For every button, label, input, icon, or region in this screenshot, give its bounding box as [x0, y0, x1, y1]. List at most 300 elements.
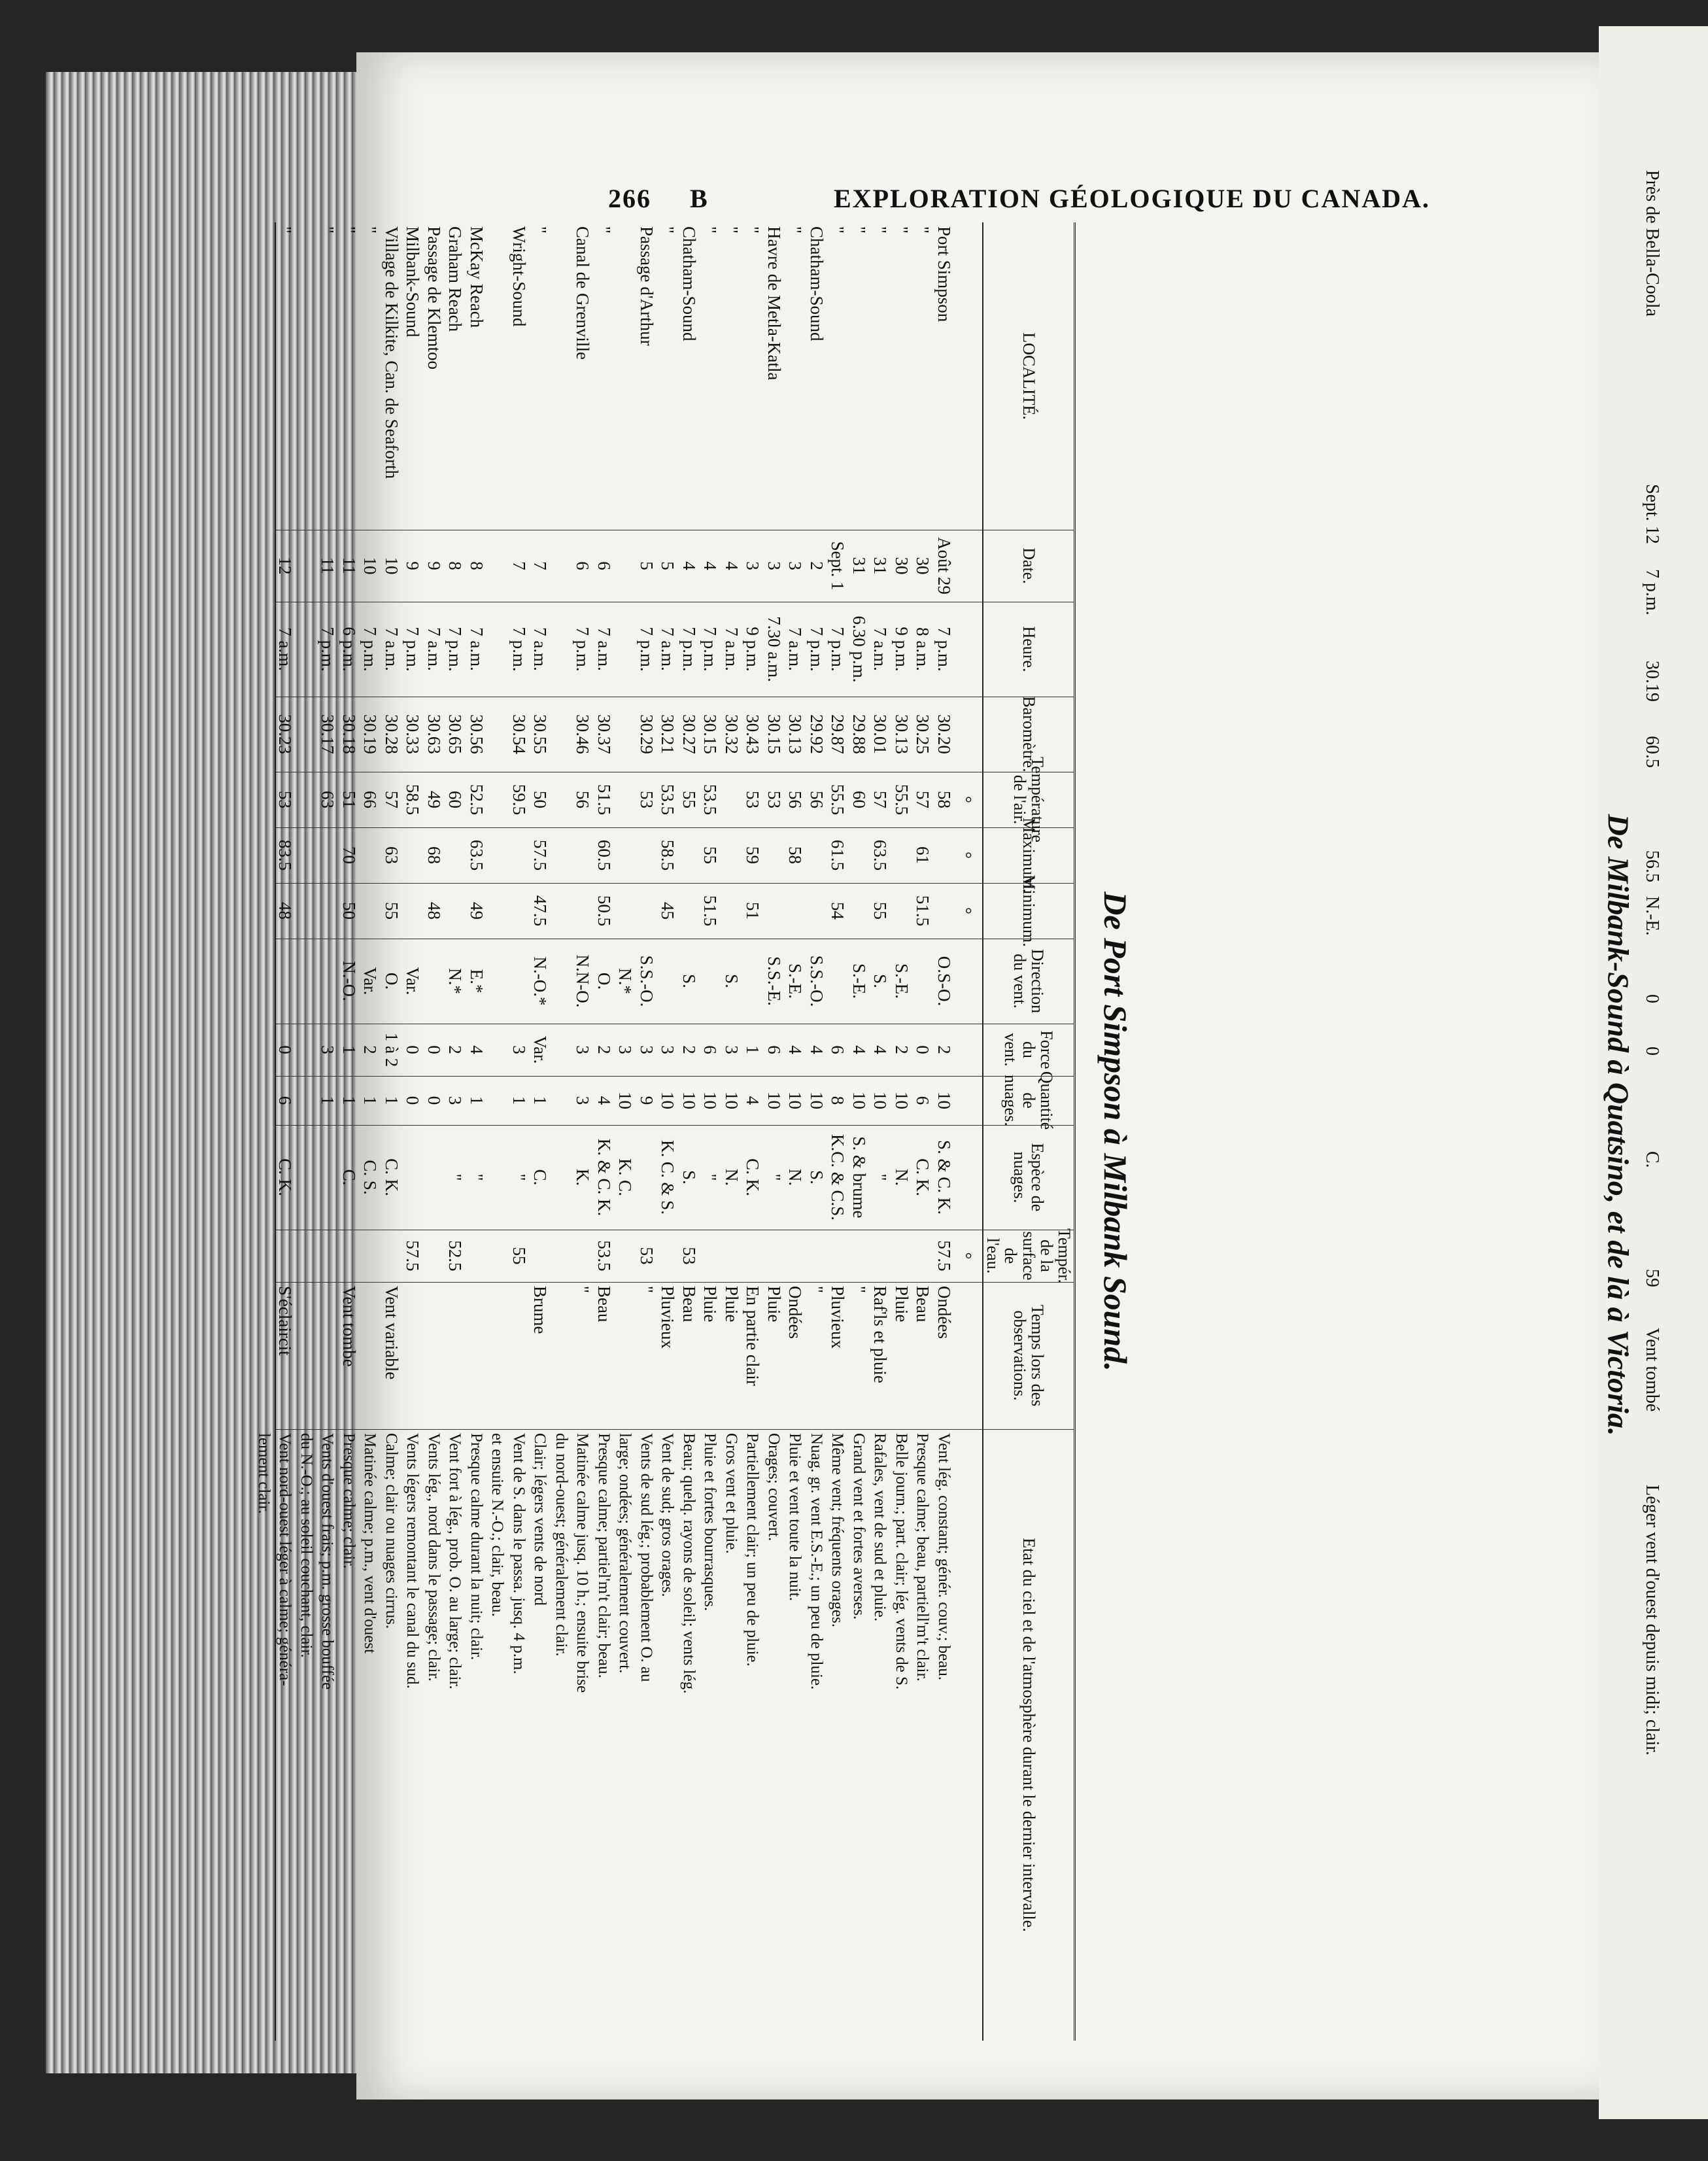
table-cell	[508, 1282, 530, 1429]
table-cell	[742, 1230, 764, 1282]
table-cell: 6	[764, 1045, 784, 1054]
table-cell: 4	[679, 561, 699, 570]
table-cell	[615, 697, 636, 772]
table-cell: 7 a.m.	[381, 627, 401, 671]
column-header-quantite: Quantité de nuages.	[982, 1076, 1074, 1125]
table-cell	[955, 697, 976, 772]
table-cell: 29.92	[806, 714, 827, 754]
table-cell	[253, 883, 275, 939]
table-cell	[551, 1024, 572, 1076]
table-cell: Vents d'ouest frais; p.m. grosse bouffée	[318, 1433, 337, 1690]
table-cell	[487, 602, 509, 697]
table-cell: K. & C. K.	[594, 1138, 614, 1217]
table-cell: 60.5	[594, 839, 614, 871]
table-cell: et ensuite N.-O.; clair, beau.	[488, 1433, 507, 1617]
table-cell: 58.5	[403, 784, 423, 816]
table-cell	[551, 530, 572, 602]
table-cell	[636, 883, 657, 939]
table-cell: 2	[445, 1045, 466, 1054]
table-cell	[955, 1076, 976, 1125]
table-cell: 55	[381, 902, 401, 920]
column-header-heure: Heure.	[982, 602, 1074, 697]
table-cell: S.	[679, 1170, 699, 1184]
table-cell: 5	[658, 561, 678, 570]
table-cell: 8	[828, 1096, 848, 1105]
table-cell	[275, 1230, 296, 1282]
table-cell: °	[955, 796, 976, 803]
table-cell	[636, 827, 657, 883]
table-cell	[933, 883, 955, 939]
table-cell	[253, 602, 275, 697]
table-cell: "	[913, 226, 933, 234]
table-cell: 30.28	[381, 714, 401, 754]
table-cell	[487, 1282, 509, 1429]
table-cell	[253, 1230, 275, 1282]
table-cell	[657, 939, 679, 1024]
table-cell: "	[636, 1286, 657, 1294]
table-cell: 51.5	[594, 784, 614, 816]
column-date	[276, 530, 1074, 602]
table-cell	[360, 1230, 381, 1282]
table-cell: 30.20	[934, 714, 954, 754]
table-cell	[487, 697, 509, 772]
table-cell: 10	[849, 1092, 869, 1109]
table-cell: 57	[381, 791, 401, 808]
table-cell: 53.5	[700, 784, 721, 816]
table-cell: 30.21	[658, 714, 678, 754]
table-cell	[317, 1282, 339, 1429]
table-cell	[657, 1230, 679, 1282]
table-cell: 10	[806, 1092, 827, 1109]
table-cell: du nord-ouest; généralement clair.	[552, 1433, 570, 1657]
table-cell: 1	[743, 1045, 763, 1054]
table-cell: 47.5	[530, 895, 551, 927]
table-cell	[912, 1230, 934, 1282]
table-cell: 1	[509, 1096, 529, 1105]
table-cell: 53	[743, 791, 763, 808]
table-cell: 9	[636, 1096, 657, 1105]
table-cell: 4	[594, 1096, 614, 1105]
table-cell: 4	[849, 1045, 869, 1054]
next-section-caption: De Milbank-Sound à Quatsino, et de là à Victoria.	[1601, 814, 1635, 1436]
table-cell	[551, 1282, 572, 1429]
table-cell: 9 p.m.	[743, 627, 763, 672]
table-cell	[891, 1230, 912, 1282]
table-cell: 4	[700, 561, 721, 570]
table-cell: 30.23	[275, 714, 296, 754]
table-cell	[678, 883, 700, 939]
table-cell: N.	[721, 1168, 742, 1186]
next-row-force: 0	[1642, 994, 1662, 1003]
column-minimum	[275, 874, 1074, 947]
table-cell: C.	[530, 1169, 551, 1186]
table-cell: large; ondées; généralement couvert.	[616, 1433, 634, 1674]
table-cell: 5	[636, 561, 657, 570]
table-cell	[381, 1230, 402, 1282]
table-cell: 3	[573, 1096, 593, 1105]
table-cell: 7 a.m.	[594, 627, 614, 671]
table-cell: 3	[658, 1045, 678, 1054]
table-cell: 31	[849, 557, 869, 575]
table-cell	[615, 1282, 636, 1429]
table-cell: 4	[870, 1045, 891, 1054]
table-cell	[551, 697, 572, 772]
table-cell: 1	[339, 1045, 359, 1054]
table-cell: 7 a.m.	[785, 627, 806, 671]
table-cell: Pluie et vent toute la nuit.	[786, 1433, 804, 1601]
table-cell: 2	[891, 1045, 912, 1054]
table-cell: Vent variable	[381, 1286, 401, 1380]
table-cell: 58.5	[658, 839, 678, 871]
column-header-temp_eau: Tempér. de la surface de l'eau.	[982, 1230, 1074, 1282]
table-cell: Presque calme; beau, partiell'm't clair.	[914, 1433, 932, 1682]
column-quantite	[275, 1071, 1074, 1130]
table-cell: Chatham-Sound	[679, 226, 699, 341]
table-cell: 2	[360, 1045, 381, 1054]
table-cell	[253, 1282, 275, 1429]
table-cell	[487, 1230, 509, 1282]
table-cell: 0	[913, 1045, 933, 1054]
table-cell	[338, 1230, 360, 1282]
table-cell	[955, 1125, 976, 1230]
table-cell	[296, 1024, 317, 1076]
table-cell: Ondées	[934, 1286, 954, 1339]
table-cell: 30.25	[913, 714, 933, 754]
table-cell: 2	[806, 561, 827, 570]
table-cell: 6	[913, 1096, 933, 1105]
running-head	[608, 183, 1589, 222]
column-header-etat: Etat du ciel et de l'atmosphère durant le dernier intervalle.	[982, 1429, 1074, 2041]
table-cell: 63	[381, 846, 401, 864]
table-cell	[551, 939, 572, 1024]
table-cell: 10	[721, 1092, 742, 1109]
table-cell: 50	[530, 791, 551, 808]
table-cell: "	[721, 226, 742, 234]
table-cell: 1	[381, 1096, 401, 1105]
table-cell	[275, 939, 296, 1024]
table-cell: K. C.	[615, 1158, 636, 1196]
table-cell	[615, 827, 636, 883]
table-cell: Milbank-Sound	[403, 226, 423, 337]
table-cell: 29.87	[828, 714, 848, 754]
table-cell: "	[275, 226, 296, 234]
table-cell: 50	[339, 902, 359, 920]
rotated-weather-table	[254, 222, 1135, 2041]
table-cell	[721, 772, 742, 827]
table-cell: "	[764, 1173, 784, 1181]
table-cell: 6	[700, 1045, 721, 1054]
table-cell: 3	[721, 1045, 742, 1054]
table-cell: 55	[509, 1247, 529, 1265]
table-cell: Pluie	[721, 1286, 742, 1323]
table-cell	[360, 883, 381, 939]
table-cell	[955, 1282, 976, 1429]
next-row-heure: 7 p.m.	[1642, 569, 1662, 615]
table-cell: K. C. & S.	[658, 1139, 678, 1215]
table-cell: Beau	[594, 1286, 614, 1323]
table-cell: "	[743, 226, 763, 234]
table-cell	[487, 827, 509, 883]
table-cell: 60	[445, 791, 466, 808]
table-cell	[721, 827, 742, 883]
table-cell: N.-O.*	[530, 956, 551, 1006]
table-cell	[615, 1230, 636, 1282]
table-cell: "	[849, 1286, 869, 1294]
table-cell: S.-E.	[891, 963, 912, 999]
table-cell	[487, 1125, 509, 1230]
table-cell: 7 p.m.	[679, 627, 699, 672]
running-title: EXPLORATION GÉOLOGIQUE DU CANADA.	[834, 184, 1430, 213]
table-cell: Var.	[403, 967, 423, 995]
table-cell	[530, 1230, 551, 1282]
table-cell: Même vent; fréquents orages.	[828, 1433, 847, 1628]
table-cell: 30.15	[700, 714, 721, 754]
table-cell	[827, 1230, 849, 1282]
table-cell	[848, 827, 870, 883]
table-cell	[615, 772, 636, 827]
table-cell: Ondées	[785, 1286, 806, 1339]
column-maximum	[275, 818, 1074, 893]
table-cell: Vents légers remontant le canal du sud.	[403, 1433, 422, 1689]
table-cell: 6 p.m.	[339, 627, 359, 672]
table-cell: O.	[594, 972, 614, 990]
table-cell: 3	[573, 1045, 593, 1054]
table-cell: "	[891, 226, 912, 234]
table-cell: 2	[679, 1045, 699, 1054]
table-cell: 30.65	[445, 714, 466, 754]
table-cell	[615, 883, 636, 939]
table-cell	[508, 939, 530, 1024]
table-cell: 3	[636, 1045, 657, 1054]
table-cell: 55	[700, 846, 721, 864]
table-cell: S.S.-E.	[764, 956, 784, 1006]
table-cell: Belle journ.; part. clair; lég. vents de S.	[892, 1433, 910, 1690]
table-cell: C. K.	[275, 1158, 296, 1196]
table-caption: De Port Simpson à Milbank Sound.	[1097, 891, 1134, 1372]
table-cell: 8	[445, 561, 466, 570]
table-cell: 48	[424, 902, 444, 920]
table-cell: S.S.-O.	[806, 955, 827, 1007]
table-cell	[827, 939, 849, 1024]
table-cell: 30.15	[764, 714, 784, 754]
table-cell	[253, 697, 275, 772]
table-cell	[402, 883, 424, 939]
table-cell: 57	[913, 791, 933, 808]
table-cell: 10	[891, 1092, 912, 1109]
table-cell: Port Simpson	[934, 226, 954, 322]
table-cell	[891, 827, 912, 883]
table-cell: 63.5	[466, 839, 487, 871]
table-cell: 9	[424, 561, 444, 570]
table-cell: 2	[594, 1045, 614, 1054]
table-cell	[551, 222, 572, 530]
table-cell	[700, 939, 721, 1024]
table-cell: 59	[743, 846, 763, 864]
table-cell	[296, 697, 317, 772]
table-cell: 9	[403, 561, 423, 570]
column-header-temps: Temps lors des observations.	[982, 1282, 1074, 1429]
table-cell: 57.5	[934, 1240, 954, 1271]
next-row-temp_eau: 59	[1642, 1269, 1662, 1287]
table-cell: 0	[403, 1045, 423, 1054]
table-cell	[466, 1230, 487, 1282]
table-cell: 30.55	[530, 714, 551, 754]
table-cell: 7 p.m.	[445, 627, 466, 672]
table-cell	[445, 827, 466, 883]
table-cell: 30.13	[891, 714, 912, 754]
table-cell: 7 p.m.	[573, 627, 593, 672]
table-cell: "	[700, 1173, 721, 1181]
table-cell: "	[530, 226, 551, 234]
table-cell: 7 p.m.	[806, 627, 827, 672]
table-cell: "	[445, 1173, 466, 1181]
table-cell: "	[509, 1173, 529, 1181]
table-cell: 52.5	[445, 1240, 466, 1271]
table-cell	[636, 1125, 657, 1230]
table-cell	[253, 939, 275, 1024]
table-cell: 1	[360, 1096, 381, 1105]
table-cell: 0	[275, 1045, 296, 1054]
table-cell: 30	[913, 557, 933, 575]
table-cell: Raf'ls et pluie	[870, 1286, 891, 1383]
table-cell: S'éclaircit	[275, 1286, 296, 1356]
column-header-barometre: Baromètre.	[982, 697, 1074, 772]
table-cell: 7 a.m.	[424, 627, 444, 671]
table-cell: C.	[339, 1169, 359, 1186]
table-cell: 55.5	[891, 784, 912, 816]
table-cell	[955, 939, 976, 1024]
table-cell: Brume	[530, 1286, 551, 1334]
table-cell	[296, 530, 317, 602]
table-cell: N.N-O.	[573, 954, 593, 1008]
table-cell: S.	[721, 974, 742, 988]
table-cell	[423, 1230, 445, 1282]
table-cell: 3	[764, 561, 784, 570]
table-cell: 30.63	[424, 714, 444, 754]
next-row-quantite: 0	[1642, 1046, 1662, 1056]
table-cell: 30.43	[743, 714, 763, 754]
next-row-localite: Près de Bella-Coola	[1642, 170, 1662, 317]
table-cell: Presque calme; clair.	[339, 1433, 358, 1569]
table-cell: 3	[445, 1096, 466, 1105]
table-cell: 66	[360, 791, 381, 808]
table-cell: Vent lég. constant; génér. couv.; beau.	[934, 1433, 953, 1681]
table-cell: "	[700, 226, 721, 234]
table-cell: °	[955, 852, 976, 859]
table-cell: 57.5	[530, 839, 551, 871]
next-section-row	[1628, 144, 1667, 2106]
table-cell	[551, 1125, 572, 1230]
table-cell: 31	[870, 557, 891, 575]
column-header-minimum: Minimum.	[982, 883, 1074, 939]
table-cell: 30.54	[509, 714, 529, 754]
table-cell: Vents lég., nord dans le passage; clair.	[424, 1433, 443, 1682]
table-cell	[317, 1230, 339, 1282]
table-cell	[551, 883, 572, 939]
next-row-temp_air: 60.5	[1642, 736, 1662, 768]
table-cell: 7 p.m.	[934, 627, 954, 672]
column-header-localite: LOCALITÉ.	[982, 222, 1074, 530]
table-cell	[551, 1230, 572, 1282]
table-cell: "	[466, 1173, 487, 1181]
table-cell	[445, 1282, 466, 1429]
column-header-date: Date.	[982, 530, 1074, 602]
table-cell	[360, 827, 381, 883]
table-cell: Grand vent et fortes averses.	[849, 1433, 868, 1620]
column-force	[276, 1024, 1074, 1077]
table-cell: N.*	[615, 968, 636, 994]
table-cell: 7 a.m.	[721, 627, 742, 671]
table-cell	[360, 1282, 381, 1429]
table-cell: 30.37	[594, 714, 614, 754]
next-row-espece: C.	[1642, 1151, 1662, 1168]
next-row-minimum: 56.5	[1642, 850, 1662, 882]
column-etat	[254, 1429, 1074, 2041]
table-cell	[615, 602, 636, 697]
table-cell: 60	[849, 791, 869, 808]
table-cell: lement clair.	[254, 1433, 273, 1514]
table-cell: 7.30 a.m.	[764, 616, 784, 682]
table-cell: Pluie	[891, 1286, 912, 1323]
table-cell: 9 p.m.	[891, 627, 912, 672]
table-cell: Calme; clair ou nuages cirrus.	[382, 1433, 400, 1629]
table-cell: 8 a.m.	[913, 627, 933, 671]
table-cell: S.-E.	[785, 963, 806, 999]
table-cell: 49	[466, 902, 487, 920]
table-cell: S. & C. K.	[934, 1139, 954, 1215]
table-cell: 0	[403, 1096, 423, 1105]
table-cell	[848, 1230, 870, 1282]
table-cell: 63.5	[870, 839, 891, 871]
table-cell	[253, 530, 275, 602]
table-cell: 52.5	[466, 784, 487, 816]
table-cell	[572, 1230, 594, 1282]
table-cell	[763, 883, 785, 939]
table-cell: N.*	[445, 968, 466, 994]
next-row-etat: Léger vent d'ouest depuis midi; clair.	[1642, 1485, 1662, 1756]
table-cell: 68	[424, 846, 444, 864]
table-cell	[912, 939, 934, 1024]
table-cell: 49	[424, 791, 444, 808]
table-cell: S.-E.	[849, 963, 869, 999]
table-cell: "	[785, 226, 806, 234]
table-cell: Passage d'Arthur	[636, 226, 657, 346]
table-cell: 50.5	[594, 895, 614, 927]
table-cell: C. S.	[360, 1160, 381, 1195]
table-cell	[487, 1024, 509, 1076]
table-cell: Passage de Klemtoo	[424, 226, 444, 370]
table-cell: 30.46	[573, 714, 593, 754]
table-cell: Pluvieux	[828, 1286, 848, 1349]
table-cell: 7 p.m.	[360, 627, 381, 672]
table-cell: Vents de sud lég.; probablement O. au	[637, 1433, 655, 1682]
table-cell	[955, 1429, 976, 2041]
table-cell: 30	[891, 557, 912, 575]
table-cell: 83.5	[275, 839, 296, 871]
table-cell: 3	[785, 561, 806, 570]
table-cell: Pluvieux	[658, 1286, 678, 1349]
table-cell: K.C. & C.S.	[828, 1133, 848, 1221]
table-cell: 0	[424, 1096, 444, 1105]
table-cell: 58	[785, 846, 806, 864]
table-cell	[870, 1230, 891, 1282]
table-cell: "	[658, 226, 678, 234]
column-barometre	[276, 697, 1074, 772]
table-cell: Presque calme; partiel'm't clair; beau.	[594, 1433, 613, 1678]
table-cell: Chatham-Sound	[806, 226, 827, 341]
table-cell: "	[828, 226, 848, 234]
table-cell: 4	[785, 1045, 806, 1054]
